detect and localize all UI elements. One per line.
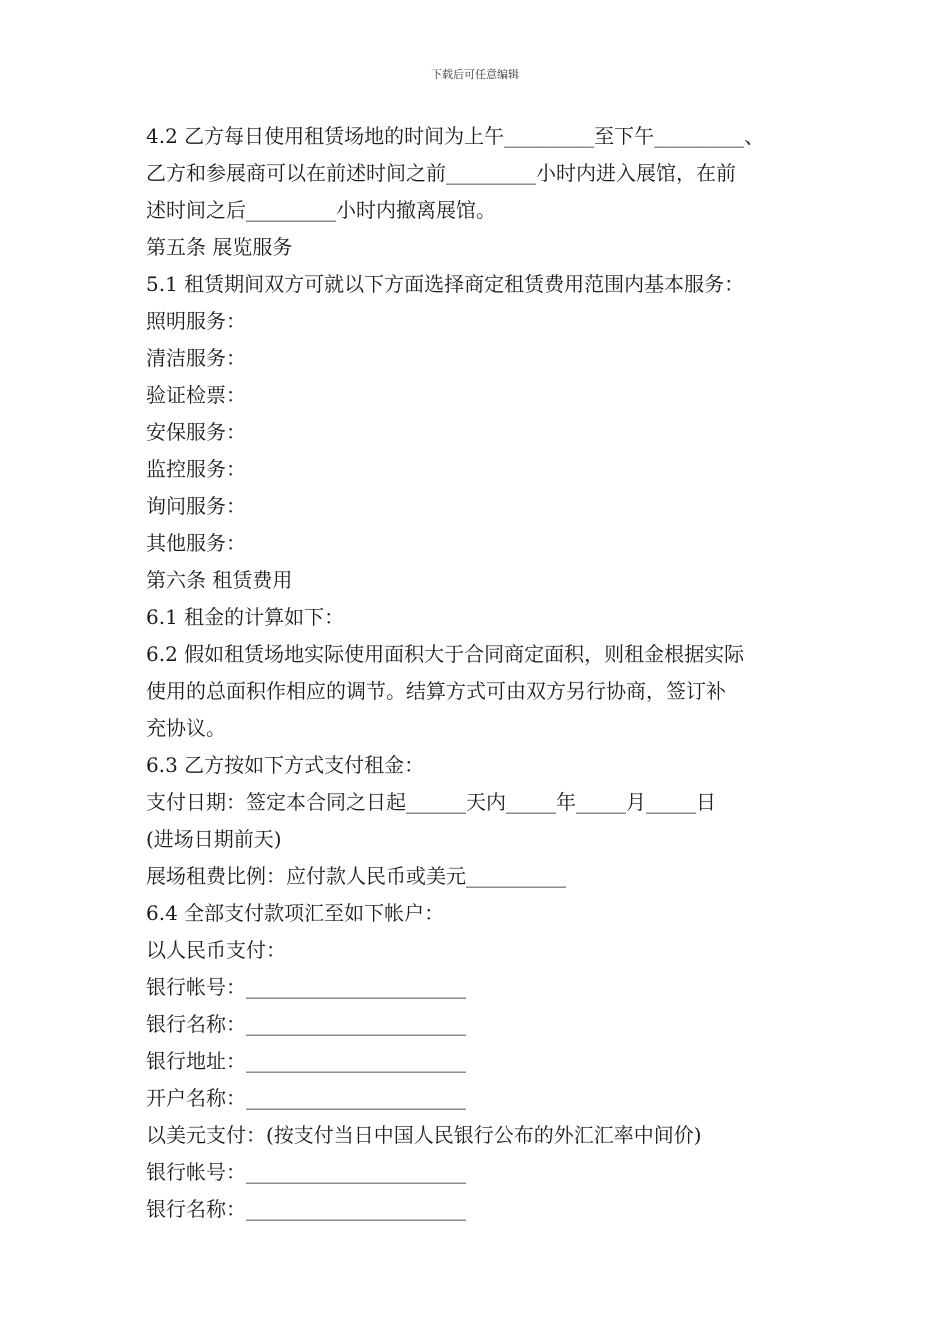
text-line: 支付日期：签定本合同之日起______天内_____年_____月_____日 <box>146 790 716 814</box>
section-heading: 第六条 租赁费用 <box>146 568 293 592</box>
text-line: 述时间之后_________小时内撤离展馆。 <box>146 198 496 222</box>
service-item: 安保服务： <box>146 420 246 444</box>
text-line: 4.2 乙方每日使用租赁场地的时间为上午_________至下午_________、 <box>146 124 765 148</box>
text-line: 6.4 全部支付款项汇至如下帐户： <box>146 901 445 925</box>
service-item: 监控服务： <box>146 457 246 481</box>
service-item: 其他服务： <box>146 531 246 555</box>
text-line: (进场日期前天) <box>146 827 282 851</box>
service-item: 照明服务： <box>146 309 246 333</box>
text-line: 6.3 乙方按如下方式支付租金： <box>146 753 425 777</box>
text-line: 6.2 假如租赁场地实际使用面积大于合同商定面积，则租金根据实际 <box>146 642 745 666</box>
text-line: 以美元支付：(按支付当日中国人民银行公布的外汇汇率中间价) <box>146 1123 702 1147</box>
text-line: 以人民币支付： <box>146 938 286 962</box>
account-field: 银行地址：______________________ <box>146 1049 466 1073</box>
text-line: 展场租费比例：应付款人民币或美元__________ <box>146 864 566 888</box>
text-line: 充协议。 <box>146 716 226 740</box>
document-body <box>146 118 836 1228</box>
text-line: 乙方和参展商可以在前述时间之前_________小时内进入展馆，在前 <box>146 161 736 185</box>
text-line: 5.1 租赁期间双方可就以下方面选择商定租赁费用范围内基本服务： <box>146 272 745 296</box>
account-field: 银行名称：______________________ <box>146 1197 466 1221</box>
account-field: 银行名称：______________________ <box>146 1012 466 1036</box>
section-heading: 第五条 展览服务 <box>146 235 293 259</box>
service-item: 验证检票： <box>146 383 246 407</box>
account-field: 开户名称：______________________ <box>146 1086 466 1110</box>
service-item: 清洁服务： <box>146 346 246 370</box>
text-line: 6.1 租金的计算如下： <box>146 605 345 629</box>
text-line: 使用的总面积作相应的调节。结算方式可由双方另行协商，签订补 <box>146 679 726 703</box>
service-item: 询问服务： <box>146 494 246 518</box>
page-header: 下载后可任意编辑 <box>431 68 519 81</box>
account-field: 银行帐号：______________________ <box>146 1160 466 1184</box>
account-field: 银行帐号：______________________ <box>146 975 466 999</box>
